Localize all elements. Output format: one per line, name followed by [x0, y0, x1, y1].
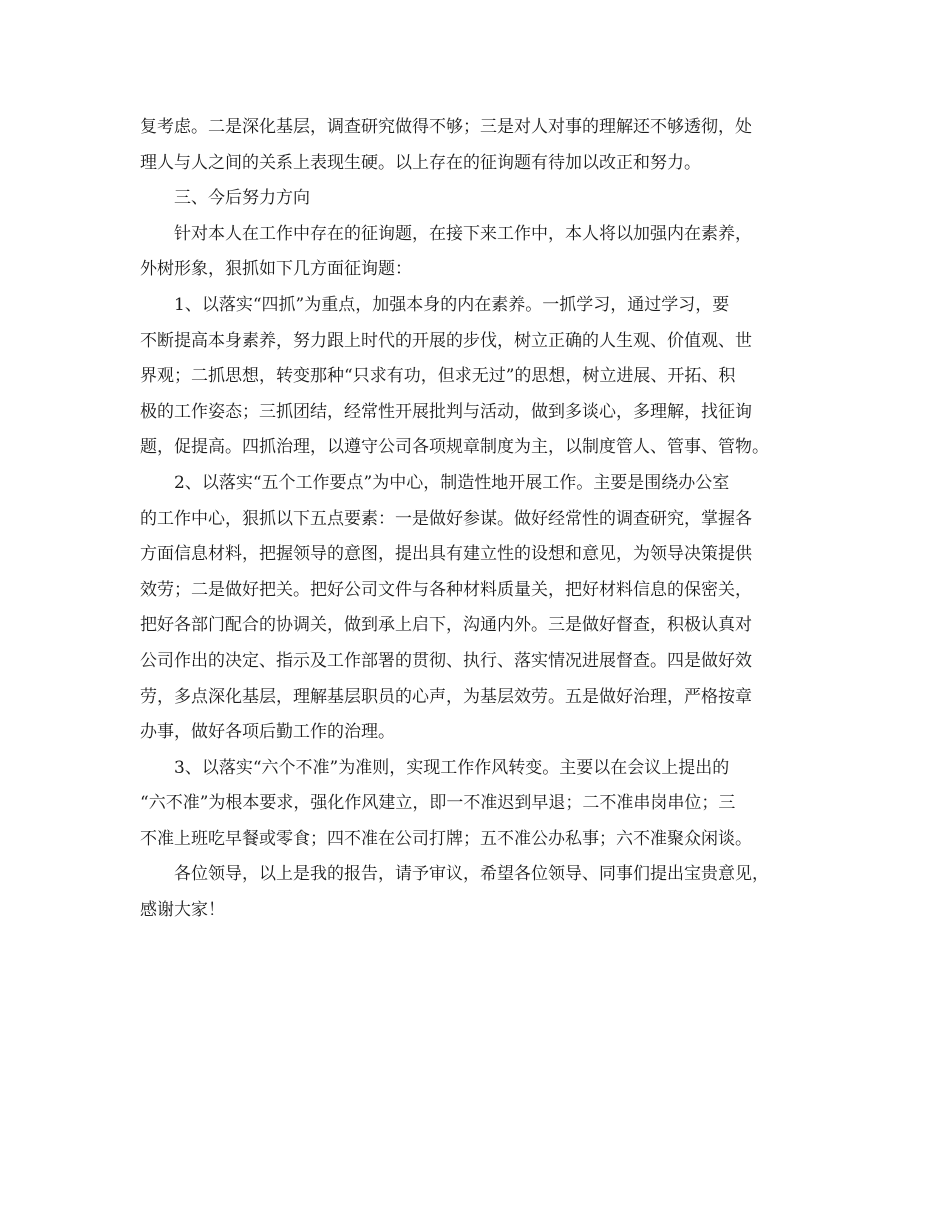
text-line: 理人与人之间的关系上表现生硬。以上存在的征询题有待加以改正和努力。 — [140, 152, 701, 173]
text-line: 效劳；二是做好把关。把好公司文件与各种材料质量关，把好材料信息的保密关， — [140, 579, 752, 600]
text-line: 极的工作姿态；三抓团结，经常性开展批判与活动，做到多谈心，多理解，找征询 — [140, 401, 752, 422]
text-line: 公司作出的决定、指示及工作部署的贯彻、执行、落实情况进展督查。四是做好效 — [140, 650, 752, 671]
text-line: 办事，做好各项后勤工作的治理。 — [140, 722, 395, 743]
text-line: 不准上班吃早餐或零食；四不准在公司打牌；五不准公办私事；六不准聚众闲谈。 — [140, 828, 752, 849]
text-line: 2、以落实“五个工作要点”为中心，制造性地开展工作。主要是围绕办公室 — [174, 472, 730, 493]
text-line: 针对本人在工作中存在的征询题，在接下来工作中，本人将以加强内在素养， — [174, 223, 752, 244]
text-line: 复考虑。二是深化基层，调查研究做得不够；三是对人对事的理解还不够透彻，处 — [140, 117, 752, 137]
text-line: 各位领导，以上是我的报告，请予审议，希望各位领导、同事们提出宝贵意见， — [174, 864, 769, 885]
text-line: 方面信息材料，把握领导的意图，提出具有建立性的设想和意见，为领导决策提供 — [140, 544, 752, 565]
document-body — [140, 110, 820, 929]
text-line: 1、以落实“四抓”为重点，加强本身的内在素养。一抓学习，通过学习，要 — [174, 294, 730, 315]
text-line: 3、以落实“六个不准”为准则，实现工作作风转变。主要以在会议上提出的 — [174, 757, 730, 778]
text-line: 感谢大家！ — [140, 900, 225, 921]
text-line: “六不准”为根本要求，强化作风建立，即一不准迟到早退；二不准串岗串位；三 — [140, 793, 736, 814]
section-heading: 三、今后努力方向 — [174, 188, 310, 209]
text-line: 题，促提高。四抓治理，以遵守公司各项规章制度为主，以制度管人、管事、管物。 — [140, 437, 769, 458]
text-line: 不断提高本身素养，努力跟上时代的开展的步伐，树立正确的人生观、价值观、世 — [140, 330, 752, 351]
text-line: 劳，多点深化基层，理解基层职员的心声，为基层效劳。五是做好治理，严格按章 — [140, 686, 752, 707]
text-line: 把好各部门配合的协调关，做到承上启下，沟通内外。三是做好督查，积极认真对 — [140, 615, 752, 636]
text-line: 的工作中心，狠抓以下五点要素：一是做好参谋。做好经常性的调查研究，掌握各 — [140, 508, 752, 529]
text-line: 外树形象，狠抓如下几方面征询题： — [140, 259, 412, 280]
text-line: 界观；二抓思想，转变那种“只求有功，但求无过”的思想，树立进展、开拓、积 — [140, 366, 736, 387]
